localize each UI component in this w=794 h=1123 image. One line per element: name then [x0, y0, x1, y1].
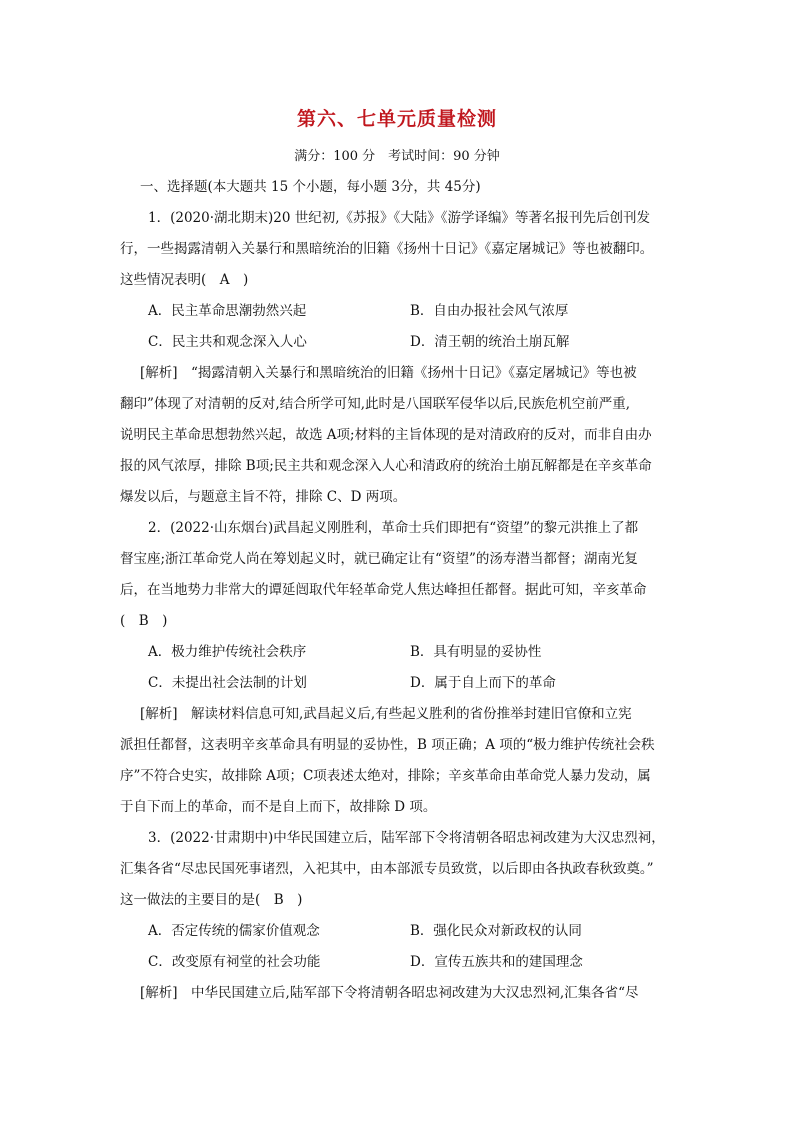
- question-text: 2．(2022·山东烟台)武昌起义刚胜利，革命士兵们即把有“资望”的黎元洪推上了都: [148, 520, 639, 536]
- option-c: C．民主共和观念深入人心: [148, 334, 307, 350]
- exam-content: [120, 172, 680, 1009]
- question-text: 汇集各省“尽忠民国死事诸烈，入祀其中，由本部派专员致赏，以后即由各执政春秋致奠。”: [120, 861, 654, 877]
- options-row: [120, 947, 680, 978]
- question-text: 督宝座;浙江革命党人尚在筹划起义时，就已确定让有“资望”的汤寿潜当都督；湖南光复: [120, 551, 638, 567]
- option-c: C．未提出社会法制的计划: [148, 675, 307, 691]
- option-b: B．强化民众对新政权的认同: [410, 923, 582, 939]
- option-a: A．否定传统的儒家价值观念: [148, 923, 320, 939]
- exam-meta: 满分：100 分 考试时间：90 分钟: [294, 149, 500, 164]
- options-row: [120, 637, 680, 668]
- option-d: D．属于自上而下的革命: [410, 675, 556, 691]
- option-d: D．宣传五族共和的建国理念: [410, 954, 583, 970]
- question-text: 这些情况表明( A ): [120, 272, 249, 288]
- analysis-text: 报的风气浓厚，排除 B项;民主共和观念深入人心和清政府的统治土崩瓦解都是在辛亥革命: [120, 458, 652, 474]
- analysis-text: 序”不符合史实，故排除 A项；C项表述太绝对，排除；辛亥革命由革命党人暴力发动，属: [120, 768, 651, 784]
- option-d: D．清王朝的统治土崩瓦解: [410, 334, 570, 350]
- question-text: 这一做法的主要目的是( B ): [120, 892, 303, 908]
- option-a: A．民主革命思潮勃然兴起: [148, 303, 307, 319]
- option-c: C．改变原有祠堂的社会功能: [148, 954, 321, 970]
- options-row: [120, 916, 680, 947]
- question-1: [120, 203, 680, 513]
- option-b: B．具有明显的妥协性: [410, 644, 542, 660]
- analysis-text: 爆发以后，与题意主旨不符，排除 C、D 两项。: [120, 489, 407, 505]
- option-b: B．自由办报社会风气浓厚: [410, 303, 569, 319]
- question-text: ( B ): [120, 613, 168, 629]
- question-text: 后，在当地势力非常大的谭延闿取代年轻革命党人焦达峰担任都督。据此可知，辛亥革命: [120, 582, 647, 598]
- options-row: [120, 668, 680, 699]
- options-row: [120, 327, 680, 358]
- analysis-text: 说明民主革命思想勃然兴起，故选 A项;材料的主旨体现的是对清政府的反对，而非自由办: [120, 427, 652, 443]
- section-heading: 一、选择题(本大题共 15 个小题，每小题 3分，共 45分): [140, 179, 481, 195]
- analysis-text: 于自下而上的革命，而不是自上而下，故排除 D 项。: [120, 799, 437, 815]
- analysis-text: [解析] 解读材料信息可知,武昌起义后,有些起义胜利的省份推举封建旧官僚和立宪: [140, 706, 632, 722]
- analysis-text: [解析] “揭露清朝入关暴行和黑暗统治的旧籍《扬州十日记》《嘉定屠城记》等也被: [140, 365, 637, 381]
- question-text: 1．(2020·湖北期末)20 世纪初,《苏报》《大陆》《游学译编》等著名报刊先后创刊发: [148, 210, 651, 226]
- options-row: [120, 296, 680, 327]
- question-2: [120, 513, 680, 823]
- question-3: [120, 823, 680, 1009]
- analysis-text: 翻印”体现了对清朝的反对,结合所学可知,此时是八国联军侵华以后,民族危机空前严重,: [120, 396, 631, 412]
- option-a: A．极力维护传统社会秩序: [148, 644, 307, 660]
- page-title: 第六、七单元质量检测: [296, 108, 497, 130]
- question-text: 行，一些揭露清朝入关暴行和黑暗统治的旧籍《扬州十日记》《嘉定屠城记》等也被翻印。: [120, 241, 654, 257]
- question-text: 3．(2022·甘肃期中)中华民国建立后，陆军部下令将清朝各昭忠祠改建为大汉忠烈祠，: [148, 830, 665, 846]
- analysis-text: 派担任都督，这表明辛亥革命具有明显的妥协性，B 项正确；A 项的“极力维护传统社会秩: [120, 737, 655, 753]
- analysis-text: [解析] 中华民国建立后,陆军部下令将清朝各昭忠祠改建为大汉忠烈祠,汇集各省“尽: [140, 985, 639, 1001]
